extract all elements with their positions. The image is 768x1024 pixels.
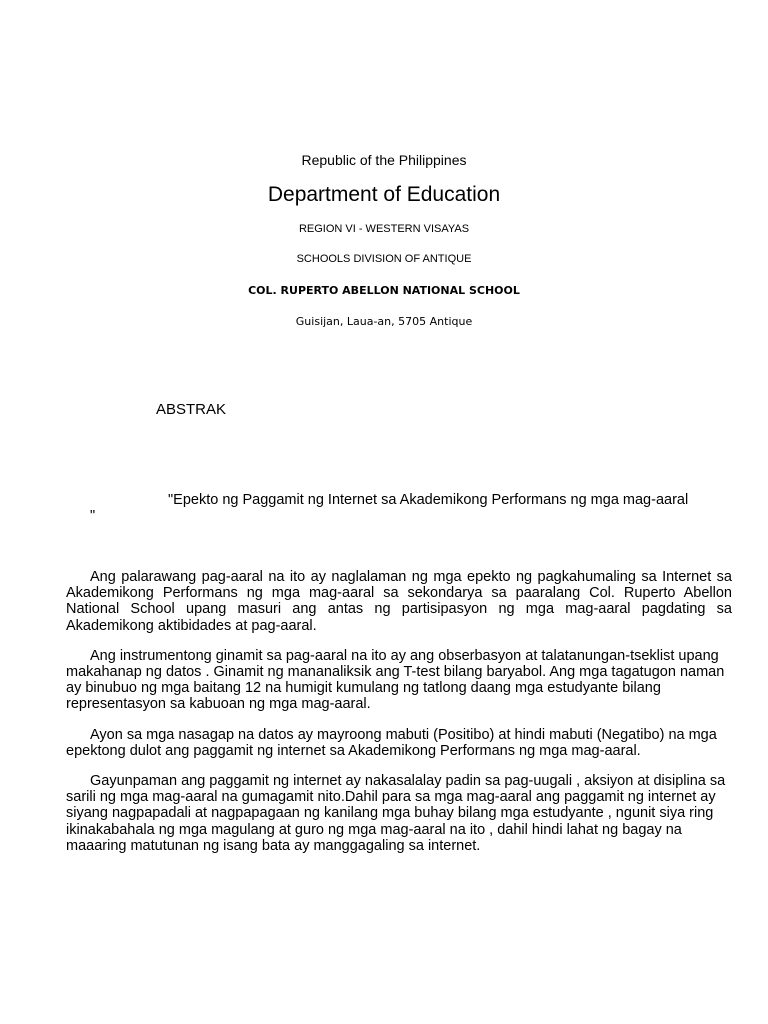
study-title: "Epekto ng Paggamit ng Internet sa Akademikong Performans ng mga mag-aaral bbox=[168, 492, 689, 508]
abstract-paragraph: Ayon sa mga nasagap na datos ay mayroong mabuti (Positibo) at hindi mabuti (Negatibo) na mga epektong dulot ang paggamit ng internet sa Akademikong Performans ng mga mag-aaral. bbox=[66, 726, 717, 759]
division-heading: SCHOOLS DIVISION OF ANTIQUE bbox=[296, 253, 472, 265]
abstract-paragraph: Ang palarawang pag-aaral na ito ay naglalaman ng mga epekto ng pagkahumaling sa Internet sa Akademikong Performans ng mga mag-aaral sa sekondarya sa paaralang Col. Ruperto Abellon National School upang masuri ang antas ng partisipasyon ng mga mag-aaral pagdating sa Akademikong aktibidades at pag-aaral. bbox=[66, 569, 732, 634]
school-heading: COL. RUPERTO ABELLON NATIONAL SCHOOL bbox=[248, 284, 520, 297]
school-address: Guisijan, Laua-an, 5705 Antique bbox=[295, 315, 473, 328]
section-heading: ABSTRAK bbox=[156, 401, 227, 418]
abstract-paragraph: Gayunpaman ang paggamit ng internet ay nakasalalay padin sa pag-uugali , aksiyon at disiplina sa sarili ng mga mag-aaral na gumagamit nito.Dahil para sa mga mag-aaral ang paggamit ng internet ay siyang nagpapadali at nagpapagaan ng kanilang mga buhay bilang mga estudyante , ngunit siya ring ikinakabahala ng mga magulang at guro ng mga mag-aaral na ito , dahil hindi lahat ng bagay na maaaring matutunan ng isang bata ay manggagaling sa internet. bbox=[66, 773, 726, 854]
study-title-closing-quote: " bbox=[90, 508, 96, 524]
region-heading: REGION VI - WESTERN VISAYAS bbox=[298, 223, 470, 235]
republic-heading: Republic of the Philippines bbox=[301, 152, 467, 168]
abstract-body bbox=[66, 569, 732, 868]
abstract-paragraph: Ang instrumentong ginamit sa pag-aaral na ito ay ang obserbasyon at talatanungan-tseklist upang makahanap ng datos . Ginamit ng mananaliksik ang T-test bilang baryabol. Ang mga tagatugon naman ay binubuo ng mga baitang 12 na humigit kumulang ng tatlong daang mga estudyante bilang representasyon sa kabuoan ng mga mag-aaral. bbox=[66, 647, 725, 713]
department-heading: Department of Education bbox=[267, 183, 501, 206]
